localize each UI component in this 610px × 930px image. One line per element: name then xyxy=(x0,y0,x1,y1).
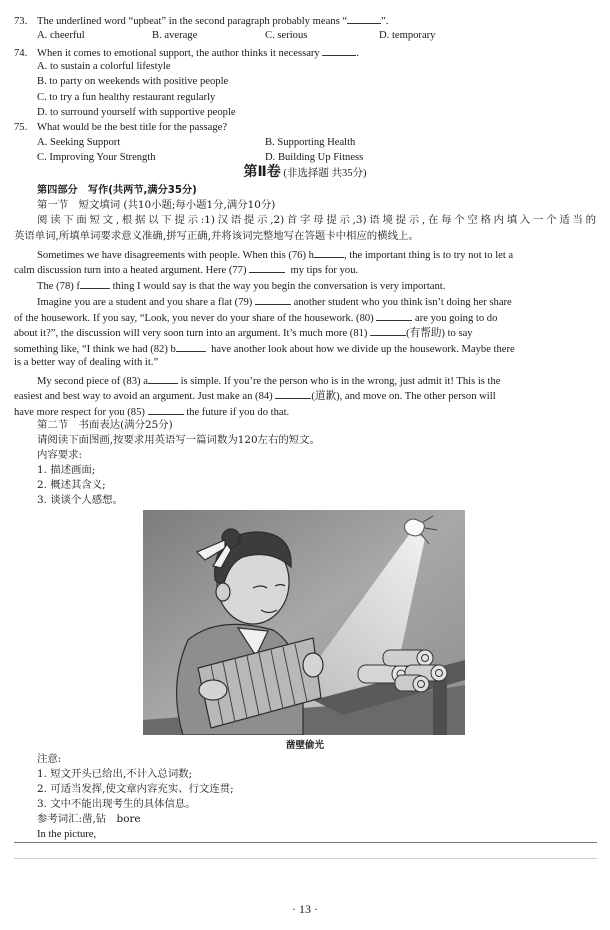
question-73 xyxy=(14,12,388,29)
text: are you going to do xyxy=(415,313,498,324)
question-stem: The underlined word “upbeat” in the second paragraph probably means “ xyxy=(37,16,348,27)
blank-83 xyxy=(148,372,178,384)
answer-blank xyxy=(322,44,356,56)
passage-p4-line2 xyxy=(14,387,496,404)
option-c: C. to try a fun healthy restaurant regularly xyxy=(37,92,216,103)
passage-p1-line2 xyxy=(14,261,358,278)
essay-opening: In the picture, xyxy=(37,829,97,840)
blank-78 xyxy=(80,277,110,289)
option-b: B. to party on weekends with positive people xyxy=(37,76,229,87)
section1-heading: 第一节 短文填词 (共10小题;每小题1分,满分10分) xyxy=(37,199,276,211)
blank-81 xyxy=(370,324,406,336)
blank-82 xyxy=(176,340,206,352)
option-a: A. cheerful xyxy=(37,30,85,41)
blank-77 xyxy=(249,261,285,273)
text: Sometimes we have disagreements with people. When this (76) h xyxy=(37,250,314,261)
passage-p3-line5: is a better way of dealing with it.” xyxy=(14,357,159,368)
text: The (78) f xyxy=(37,281,80,292)
blank-76 xyxy=(314,246,344,258)
stem-end: ”. xyxy=(381,16,389,27)
blank-84 xyxy=(275,387,311,399)
text: is simple. If you’re the person who is in the wrong, just admit it! This is the xyxy=(180,376,501,387)
note-3: 3. 文中不能出现考生的具体信息。 xyxy=(37,798,196,810)
section1-instructions-line1: 阅读下面短文,根据以下提示:1)汉语提示,2)首字母提示,3)语境提示,在每个空格内填入一个适当的 xyxy=(37,214,596,226)
requirement-3: 3. 谈谈个人感想。 xyxy=(37,494,123,506)
option-a: A. Seeking Support xyxy=(37,137,121,148)
illustration-boy-reading-by-borrowed-light xyxy=(143,510,465,735)
volume-title xyxy=(0,165,610,181)
section2-heading: 第二节 书面表达(满分25分) xyxy=(37,419,173,431)
text: another student who you think isn’t doing her share xyxy=(293,297,512,308)
blank-85 xyxy=(148,403,184,415)
blank-80 xyxy=(376,309,412,321)
part4-heading: 第四部分 写作(共两节,满分35分) xyxy=(37,185,197,196)
passage-p3-line3 xyxy=(14,324,473,341)
text: (有帮助) to say xyxy=(406,328,473,339)
section1-instructions-line2: 英语单词,所填单词要求意义准确,拼写正确,并将该词完整地写在答题卡中相应的横线上。 xyxy=(14,230,419,242)
text: , the important thing is to try not to let a xyxy=(343,250,514,261)
writing-line-1[interactable] xyxy=(14,842,597,843)
option-c: C. Improving Your Strength xyxy=(37,152,156,163)
option-b: B. average xyxy=(152,30,198,41)
requirement-2: 2. 概述其含义; xyxy=(37,479,106,491)
illustration-svg xyxy=(143,510,465,735)
text: My second piece of (83) a xyxy=(37,376,148,387)
stem-end: . xyxy=(356,48,360,59)
question-number: 75. xyxy=(14,122,28,133)
option-d: D. to surround yourself with supportive people xyxy=(37,107,236,118)
requirements-label: 内容要求: xyxy=(37,449,83,461)
text: of the housework. If you say, “Look, you never do your share of the housework. (80) xyxy=(14,313,374,324)
text: about it?”, the discussion will very soon turn into an argument. It’s much more (81) xyxy=(14,328,368,339)
reference-vocab: 参考词汇:凿,钻 bore xyxy=(37,813,141,825)
text: have another look about how we divide up the housework. Maybe there xyxy=(211,344,515,355)
requirement-1: 1. 描述画面; xyxy=(37,464,96,476)
writing-line-2[interactable] xyxy=(14,858,597,859)
question-number: 74. xyxy=(14,48,28,59)
answer-blank xyxy=(347,12,381,24)
wall-hole xyxy=(405,519,425,536)
option-b: B. Supporting Health xyxy=(265,137,356,148)
question-stem: When it comes to emotional support, the author thinks it necessary xyxy=(37,48,320,59)
text: have more respect for you (85) xyxy=(14,407,145,418)
option-c: C. serious xyxy=(265,30,308,41)
text: Imagine you are a student and you share a flat (79) xyxy=(37,297,253,308)
note-2: 2. 可适当发挥,使文章内容充实、行文连贯; xyxy=(37,783,234,795)
note-1: 1. 短文开头已给出,不计入总词数; xyxy=(37,768,193,780)
text: calm discussion turn into a heated argument. Here (77) xyxy=(14,265,247,276)
blank-79 xyxy=(255,293,291,305)
passage-p2 xyxy=(37,277,445,294)
volume-subtitle: (非选择题 共35分) xyxy=(283,168,367,179)
question-75 xyxy=(14,120,227,135)
passage-p3-line1 xyxy=(37,293,512,310)
text: thing I would say is that the way you begin the conversation is very important. xyxy=(112,281,446,292)
question-stem: What would be the best title for the passage? xyxy=(37,122,228,133)
volume-main-title: 第Ⅱ卷 xyxy=(243,164,281,180)
text: my tips for you. xyxy=(290,265,359,276)
figure-caption: 凿壁偷光 xyxy=(285,740,324,751)
option-d: D. Building Up Fitness xyxy=(265,152,364,163)
notes-label: 注意: xyxy=(37,753,62,765)
section2-instruction: 请阅读下面图画,按要求用英语写一篇词数为120左右的短文。 xyxy=(37,434,320,446)
page-number: · 13 · xyxy=(292,902,318,916)
option-d: D. temporary xyxy=(379,30,436,41)
option-a: A. to sustain a colorful lifestyle xyxy=(37,61,171,72)
text: (道歉), and move on. The other person will xyxy=(311,391,496,402)
text: easiest and best way to avoid an argument. Just make an (84) xyxy=(14,391,273,402)
text: something like, “I think we had (82) b xyxy=(14,344,176,355)
question-number: 73. xyxy=(14,16,28,27)
text: the future if you do that. xyxy=(186,407,290,418)
